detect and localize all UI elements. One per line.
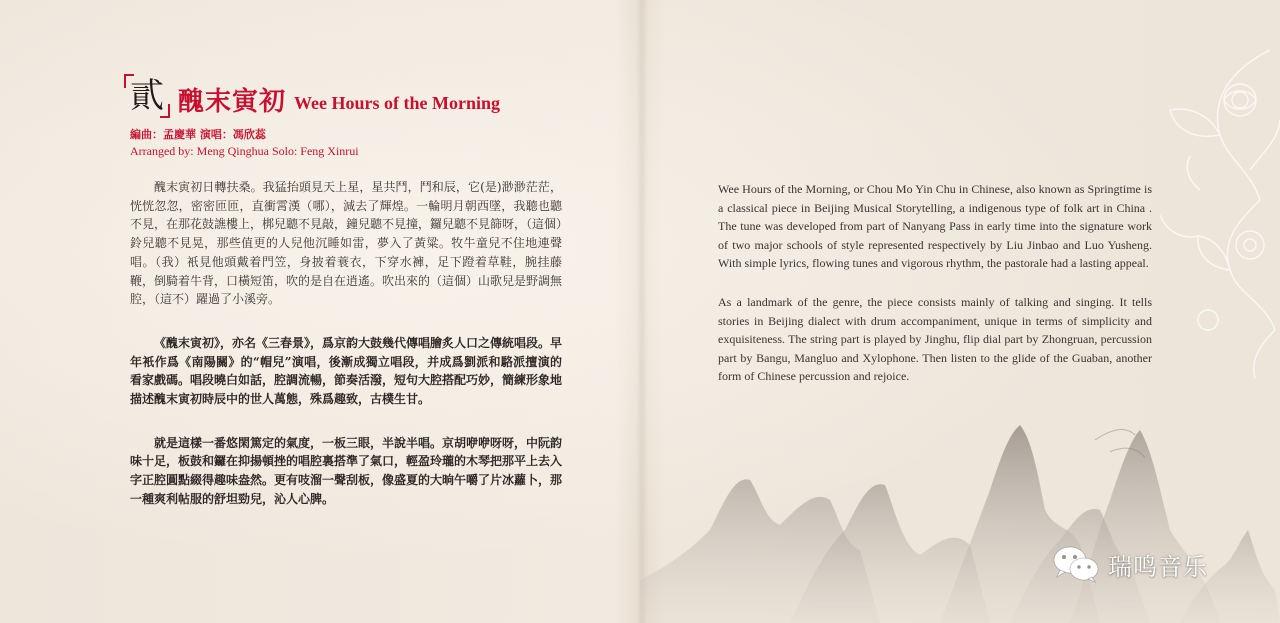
description-paragraph: 就是這樣一番悠閑篤定的氣度，一板三眼，半說半唱。京胡咿咿呀呀，中阮韵味十足，板鼓和鑼在抑揚頓挫的唱腔裏搭準了氣口，輕盈玲瓏的木琴把那平上去入字正腔圓點綴得趣味盎然。更有吱溜一聲刮板，像盛夏的大晌午嚼了片冰蘿卜，那一種爽利帖服的舒坦勁兒，沁人心脾。 [130,435,563,506]
credit-chinese: 編曲：孟慶華 演唱：馮欣蕊 [130,128,266,141]
english-body-text [718,180,1152,406]
description-paragraph: 《醜末寅初》，亦名《三春景》，爲京韵大鼓幾代傳唱膾炙人口之傳統唱段。早年衹作爲《南陽關》的“帽兒”演唱，後漸成獨立唱段，并成爲劉派和駱派擅演的看家戲碼。唱段曉白如話，腔調流暢，節奏活潑，短句大腔搭配巧妙，簡練形象地描述醜末寅初時辰中的世人萬態，殊爲趣致，古樸生甘。 [130,335,563,407]
wechat-icon [1052,545,1100,583]
section-number-badge [124,74,170,118]
english-paragraph: As a landmark of the genre, the piece consists mainly of talking and singing. It tells stories in Beijing dialect with drum accompaniment, unique in terms of simplicity and exquisiteness. The string part is played by Jinghu, flip dial part by Zhongruan, percussion part by Bangu, Mangluo and Xylophone. Then listen to the glide of the Guaban, another form of Chinese percussion and rejoice. [718,294,1152,384]
title-english: Wee Hours of the Morning [294,93,500,113]
watermark-text: 瑞鸣音乐 [1108,552,1208,581]
section-number: 貳 [130,76,164,116]
chinese-body-text [130,178,562,534]
section-heading [124,74,500,118]
watermark [1052,545,1208,583]
lyrics-paragraph: 醜末寅初日轉扶桑。我猛抬頭見天上星，星共鬥，鬥和辰，它(是)渺渺茫茫，恍恍忽忽，密密匝匝，直衝霄漢（哪），減去了輝煌。一輪明月朝西墜，我聽也聽不見，在那花鼓譙樓上，梆兒聽不見敲，鐘兒聽不見撞，鑼兒聽不見篩呀，（這個）鈴兒聽不見晃，那些值更的人兒他沉睡如雷，夢入了黃粱。牧牛童兒不住地連聲唱。（我）衹見他頭戴着門笠，身披着蓑衣，下穿水褲，足下蹬着草鞋，腕挂藤鞭，倒騎着牛背，口橫短笛，吹的是自在逍遙。吹出來的（這個）山歌兒是野調無腔，（這不）躍過了小溪旁。 [130,180,563,307]
mountain-landscape-illustration [640,380,1280,623]
title-chinese: 醜末寅初 [178,87,287,117]
english-paragraph: Wee Hours of the Morning, or Chou Mo Yin Chu in Chinese, also known as Springtime is a classical piece in Beijing Musical Storytelling, a indigenous type of folk art in China . The tune was developed from part of Nanyang Pass in early time into the signature work of two major schools of style represented respectively by Liu Jinbao and Luo Yusheng. With simple lyrics, flowing tunes and vigorous rhythm, the pastorale had a lasting appeal. [718,182,1152,271]
credit-english: Arranged by: Meng Qinghua Solo: Feng Xinrui [130,144,359,158]
